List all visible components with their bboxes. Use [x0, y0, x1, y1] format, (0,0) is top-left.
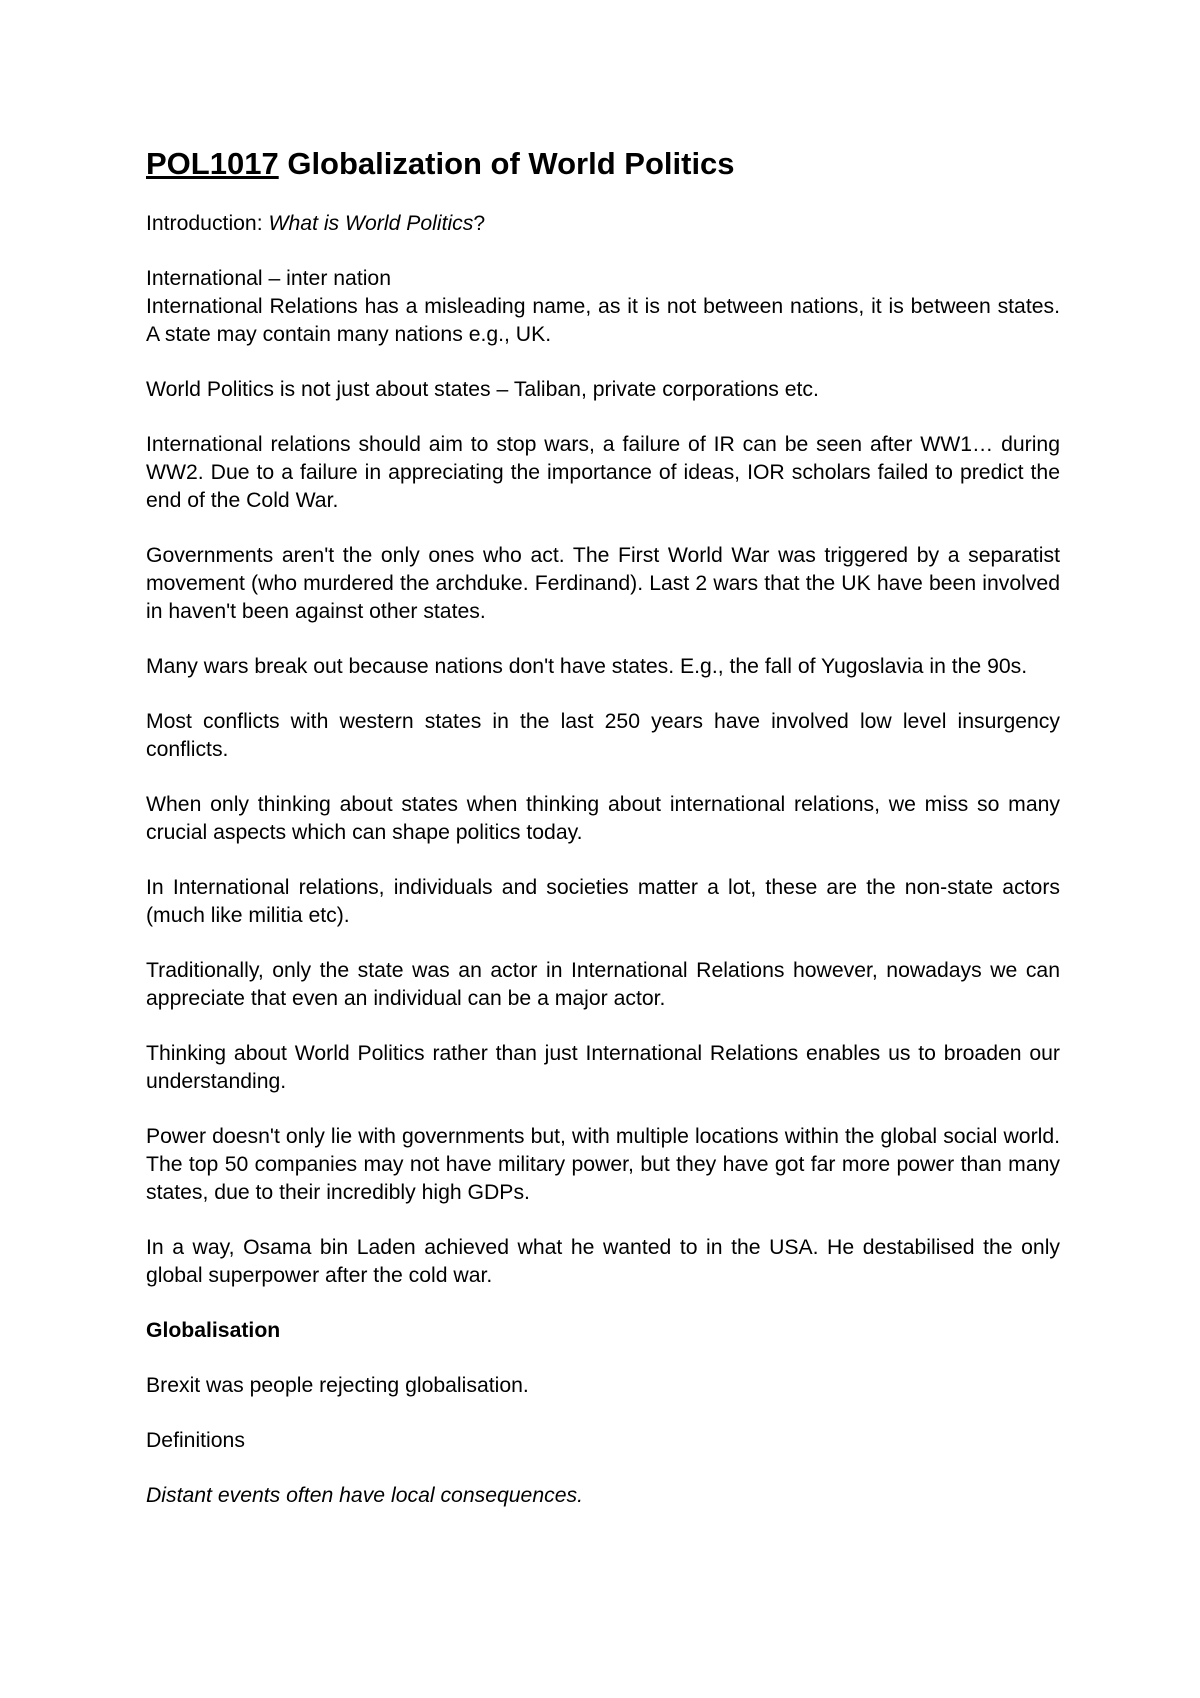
paragraph-power: Power doesn't only lie with governments but, with multiple locations within the global social world. The top 50 companies may not have military power, but they have got far more power than many states, due to their incredibly high GDPs.: [146, 1125, 1060, 1204]
paragraph-international-definition: International – inter nation: [146, 267, 392, 290]
paragraph-broaden: Thinking about World Politics rather than just International Relations enables us to broaden our understanding.: [146, 1042, 1060, 1093]
paragraph-governments: Governments aren't the only ones who act. The First World War was triggered by a separatist movement (who murdered the archduke. Ferdinand). Last 2 wars that the UK have been involved in haven't been against other states.: [146, 544, 1060, 623]
document-title: [146, 144, 1060, 184]
paragraph-brexit: Brexit was people rejecting globalisation.: [146, 1374, 529, 1397]
intro-label: Introduction:: [146, 212, 269, 235]
paragraph-traditionally: Traditionally, only the state was an actor in International Relations however, nowadays we can appreciate that even an individual can be a major actor.: [146, 959, 1060, 1010]
intro-line: [146, 210, 1060, 238]
paragraph-individuals: In International relations, individuals and societies matter a lot, these are the non-state actors (much like militia etc).: [146, 876, 1060, 927]
heading-globalisation: Globalisation: [146, 1319, 281, 1342]
paragraph-wars: Many wars break out because nations don't have states. E.g., the fall of Yugoslavia in the 90s.: [146, 655, 1028, 678]
document-page: [146, 144, 1060, 1537]
paragraph-thinking-states: When only thinking about states when thinking about international relations, we miss so many crucial aspects which can shape politics today.: [146, 793, 1060, 844]
paragraph-definitions: Definitions: [146, 1429, 245, 1452]
paragraph-international-relations: International Relations has a misleading name, as it is not between nations, it is between states. A state may contain many nations e.g., UK.: [146, 295, 1060, 346]
paragraph-distant-events: Distant events often have local consequences.: [146, 1484, 583, 1507]
intro-qmark: ?: [473, 212, 486, 235]
paragraph-conflicts: Most conflicts with western states in the last 250 years have involved low level insurgency conflicts.: [146, 710, 1060, 761]
course-title: Globalization of World Politics: [287, 146, 735, 181]
course-code: POL1017: [146, 146, 279, 181]
paragraph-ir-aim: International relations should aim to stop wars, a failure of IR can be seen after WW1… during WW2. Due to a failure in appreciating the importance of ideas, IOR scholars failed to predict the end of the Cold War.: [146, 433, 1060, 512]
intro-question: What is World Politics: [268, 212, 474, 235]
paragraph-osama: In a way, Osama bin Laden achieved what he wanted to in the USA. He destabilised the only global superpower after the cold war.: [146, 1236, 1060, 1287]
paragraph-world-politics: World Politics is not just about states – Taliban, private corporations etc.: [146, 378, 819, 401]
